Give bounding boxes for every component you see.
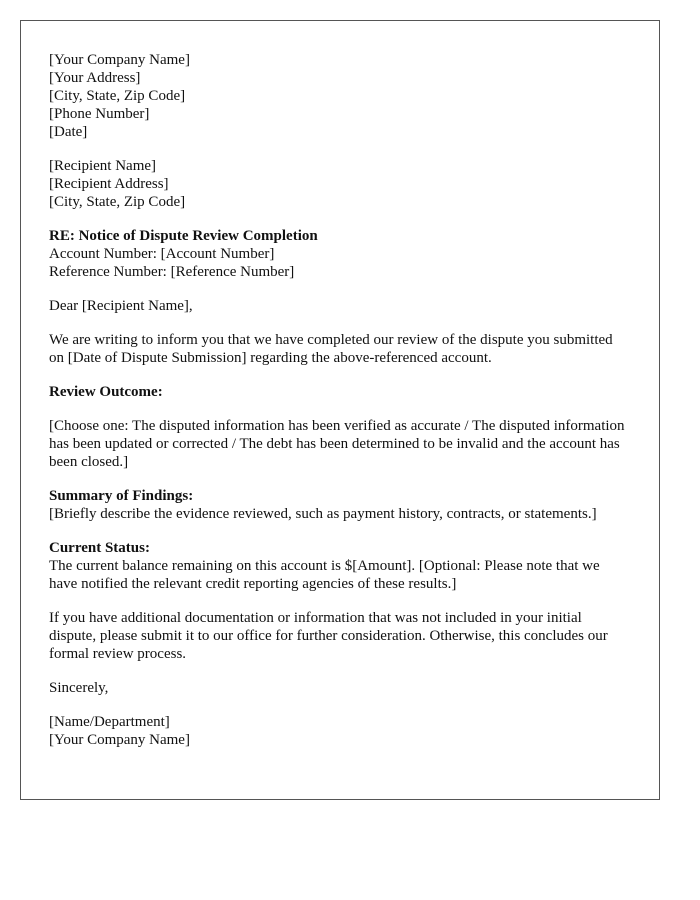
signature-name-department: [Name/Department] [49, 714, 170, 730]
current-status-section [49, 539, 631, 593]
recipient-name: [Recipient Name] [49, 158, 157, 174]
letter-date: [Date] [49, 124, 88, 140]
recipient-address: [Recipient Address] [49, 176, 169, 192]
reference-number: Reference Number: [Reference Number] [49, 264, 295, 280]
subject-block [49, 227, 631, 281]
sender-phone: [Phone Number] [49, 106, 150, 122]
current-status-text: The current balance remaining on this account is $[Amount]. [Optional: Please note that we have notified the relevant credit reporting agencies of these results.] [49, 558, 600, 592]
salutation: Dear [Recipient Name], [49, 298, 193, 314]
recipient-address-block [49, 157, 631, 211]
subject-line: RE: Notice of Dispute Review Completion [49, 228, 318, 244]
signature-company-name: [Your Company Name] [49, 732, 190, 748]
sender-city-state-zip: [City, State, Zip Code] [49, 88, 186, 104]
closing-paragraph: If you have additional documentation or information that was not included in your initial dispute, please submit it to our office for further consideration. Otherwise, this concludes our formal review process. [49, 610, 608, 662]
summary-of-findings-text: [Briefly describe the evidence reviewed, such as payment history, contracts, or statements.] [49, 506, 597, 522]
review-outcome-heading: Review Outcome: [49, 384, 163, 400]
sign-off: Sincerely, [49, 680, 109, 696]
intro-paragraph: We are writing to inform you that we have completed our review of the dispute you submitted on [Date of Dispute Submission] regarding the above-referenced account. [49, 332, 613, 366]
summary-of-findings-heading: Summary of Findings: [49, 488, 194, 504]
sender-address-block [49, 51, 631, 141]
sender-company-name: [Your Company Name] [49, 52, 190, 68]
recipient-city-state-zip: [City, State, Zip Code] [49, 194, 186, 210]
account-number: Account Number: [Account Number] [49, 246, 275, 262]
letter-document [20, 20, 660, 800]
current-status-heading: Current Status: [49, 540, 150, 556]
sender-address: [Your Address] [49, 70, 141, 86]
review-outcome-text: [Choose one: The disputed information has been verified as accurate / The disputed information has been updated or corrected / The debt has been determined to be invalid and the account has been closed.] [49, 418, 625, 470]
signature-block [49, 713, 631, 749]
summary-of-findings-section [49, 487, 631, 523]
